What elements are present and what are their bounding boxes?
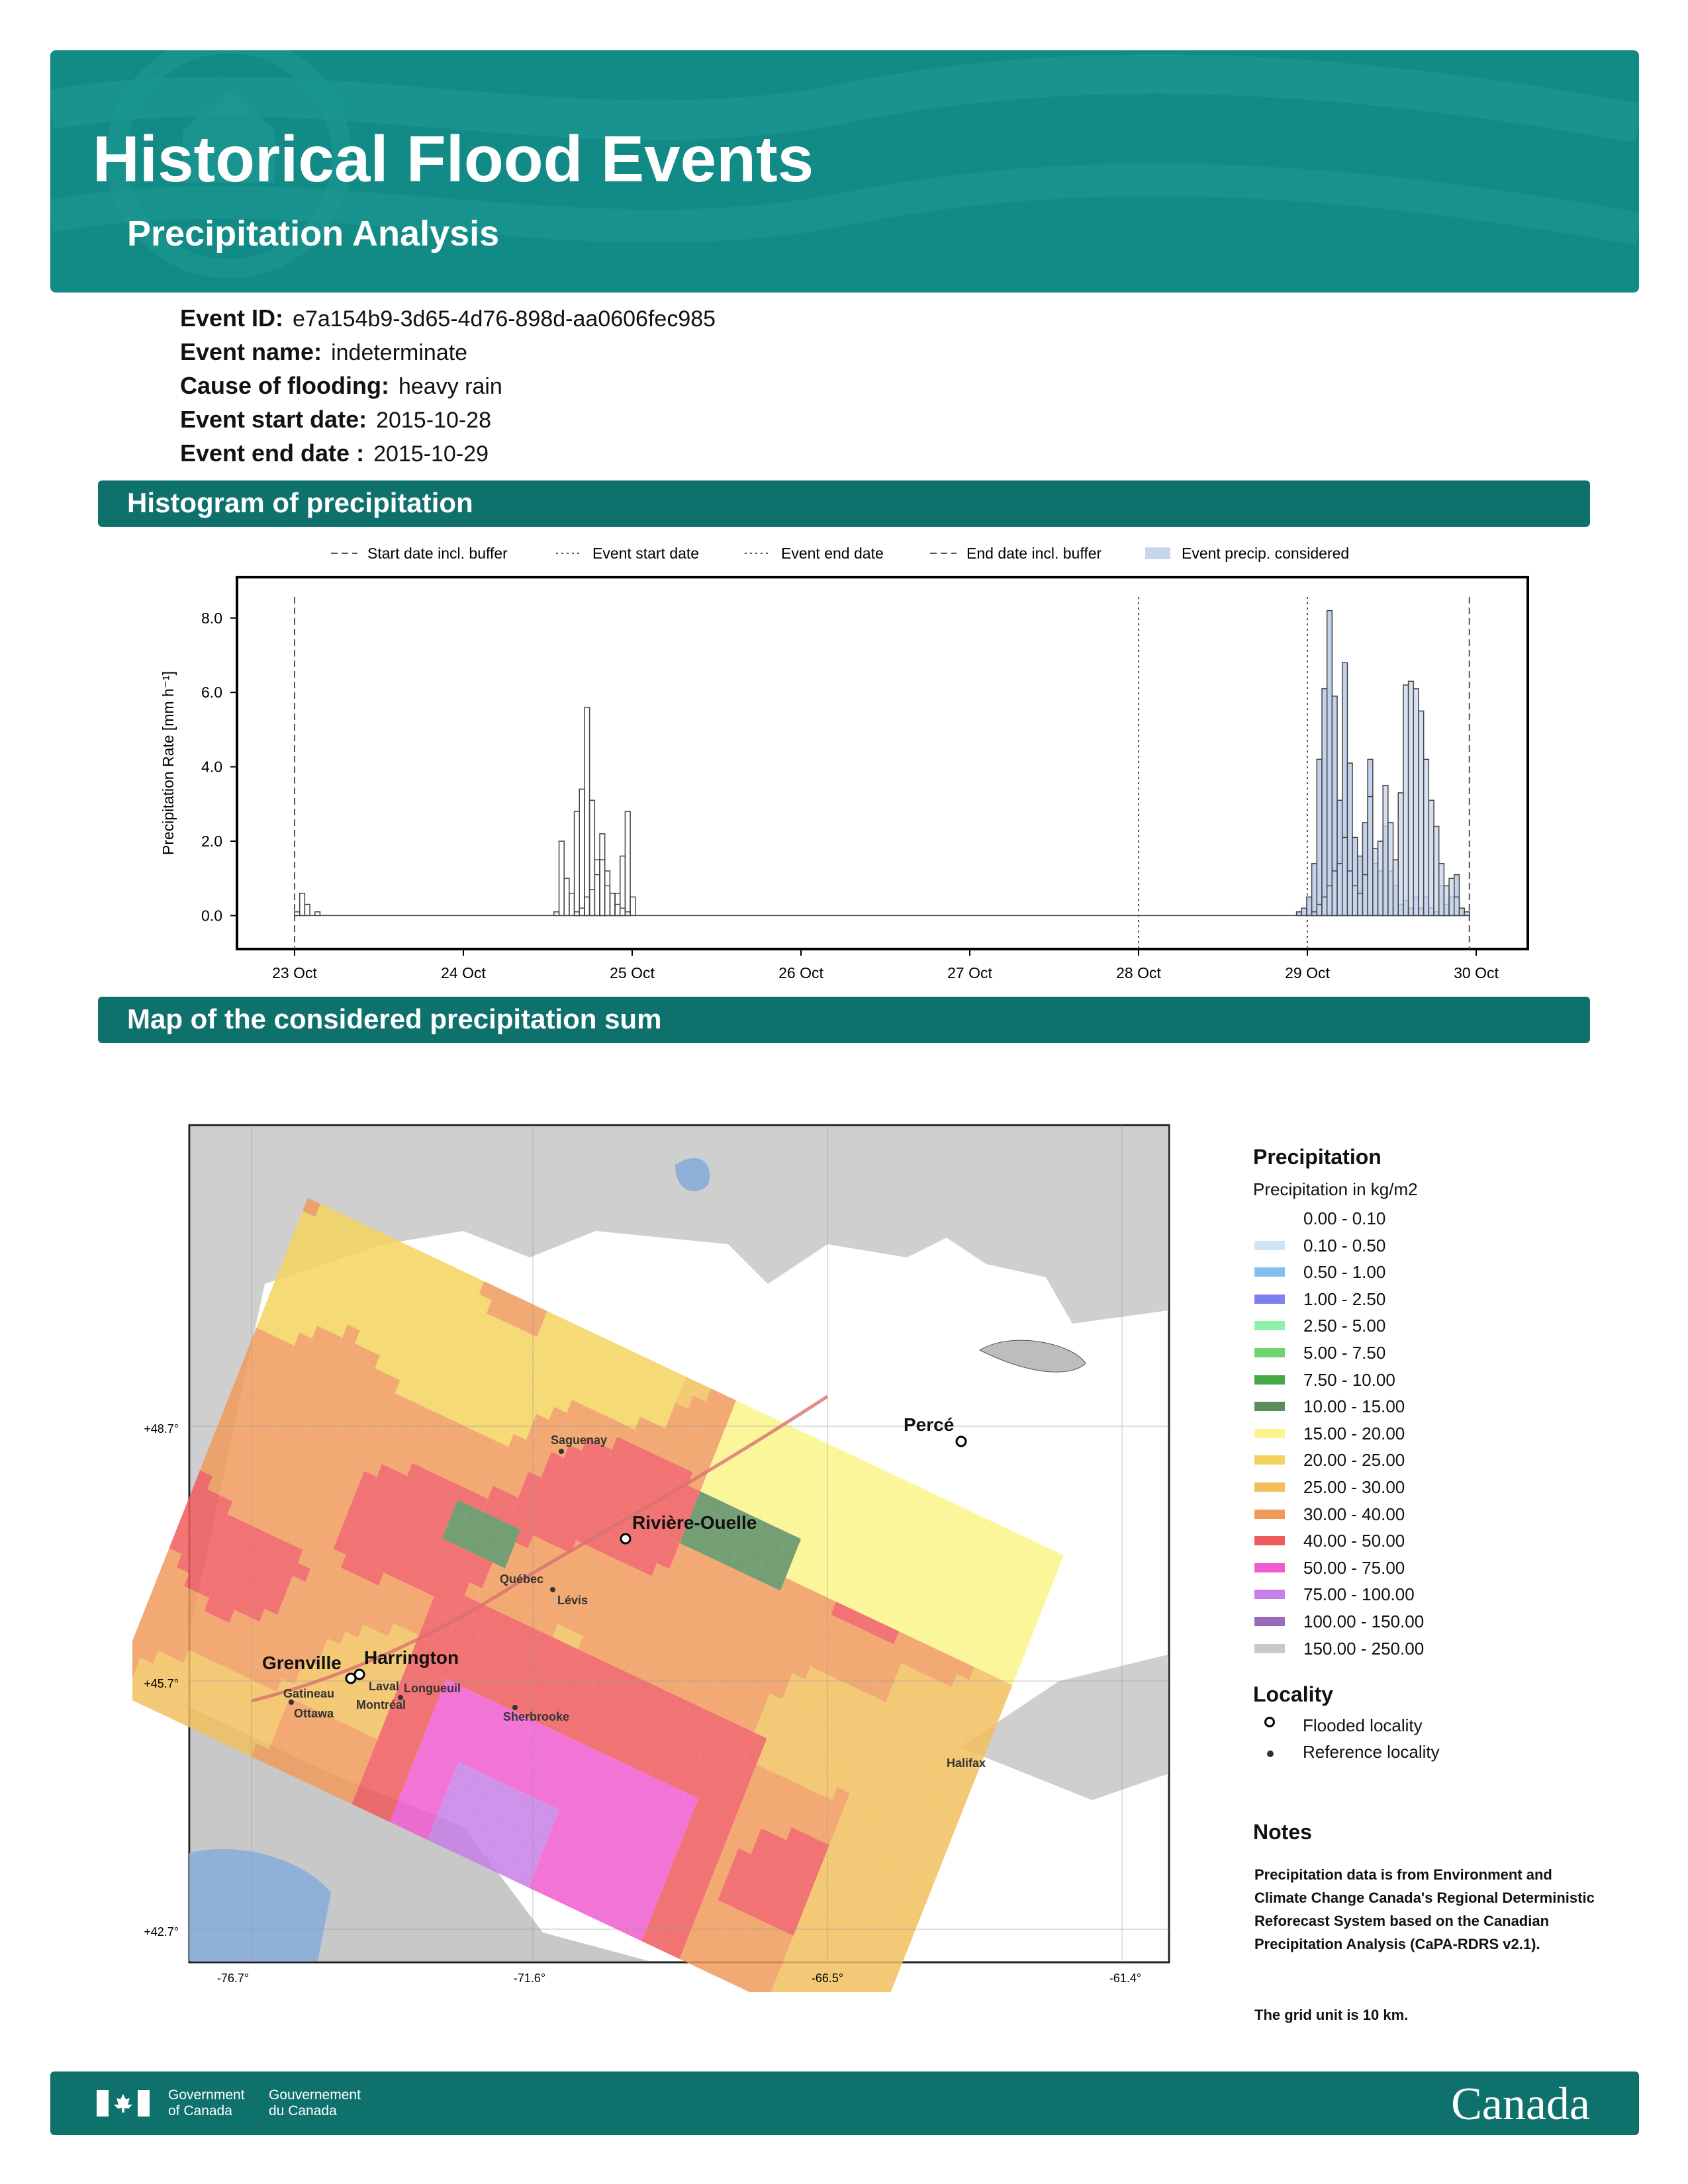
- event-cause-row: Cause of flooding: heavy rain: [180, 372, 502, 399]
- histogram-bar: [1459, 908, 1464, 915]
- histogram-bar: [1413, 689, 1419, 916]
- histogram-bar: [1322, 897, 1327, 915]
- event-cause: heavy rain: [398, 374, 502, 399]
- histogram-bar: [585, 897, 590, 915]
- histogram-bar: [610, 893, 615, 916]
- legend-fill-key: [1145, 547, 1170, 559]
- histogram-bar: [1383, 786, 1388, 916]
- notes-title: Notes: [1253, 1820, 1312, 1844]
- histogram-bar: [1398, 793, 1403, 915]
- event-id-row: Event ID: e7a154b9-3d65-4d76-898d-aa0606fec985: [180, 304, 716, 332]
- histogram-bar: [620, 908, 626, 915]
- legend-label: Event precip. considered: [1182, 545, 1350, 562]
- legend-class-row: [1254, 1477, 1479, 1498]
- legend-swatch: [1254, 1536, 1285, 1545]
- canada-flag-icon: [97, 2090, 150, 2116]
- histogram-bar: [569, 893, 575, 916]
- legend-class-label: 1.00 - 2.50: [1303, 1289, 1386, 1309]
- y-tick-label: 4.0: [201, 758, 222, 776]
- histogram-bar: [1393, 860, 1399, 915]
- legend-swatch: [1254, 1455, 1285, 1465]
- histogram-bar: [1439, 864, 1444, 916]
- legend-class-row: [1254, 1504, 1479, 1525]
- locality-montreal: Montréal: [356, 1698, 406, 1711]
- event-start-row: Event start date: 2015-10-28: [180, 406, 491, 433]
- histogram-bar: [554, 912, 559, 916]
- event-id: e7a154b9-3d65-4d76-898d-aa0606fec985: [293, 306, 716, 332]
- histogram-bar: [1409, 681, 1414, 915]
- legend-class-label: 150.00 - 250.00: [1303, 1638, 1425, 1659]
- legend-reference-label: Reference locality: [1303, 1742, 1440, 1762]
- histogram-bar: [1347, 871, 1352, 915]
- histogram-bar: [1337, 864, 1342, 916]
- legend-class-label: 50.00 - 75.00: [1303, 1557, 1405, 1578]
- histogram-bar: [1454, 897, 1460, 915]
- histogram-bar: [315, 912, 320, 916]
- legend-swatch: [1254, 1590, 1285, 1599]
- histogram-bar: [1429, 800, 1434, 915]
- x-tick-label: 25 Oct: [610, 964, 655, 981]
- histogram-bar: [1362, 875, 1368, 916]
- histogram-bar: [1307, 897, 1312, 915]
- locality-laval: Laval: [369, 1680, 400, 1693]
- legend-label: Start date incl. buffer: [367, 545, 508, 562]
- lon-label: -66.5°: [811, 1972, 844, 1985]
- reference-locality-marker: [550, 1587, 555, 1592]
- histogram-bar: [300, 893, 305, 916]
- histogram-bar: [615, 905, 620, 916]
- histogram-bar: [585, 707, 590, 916]
- legend-class-row: [1254, 1262, 1479, 1283]
- histogram-bar: [1424, 759, 1429, 915]
- histogram-bar: [620, 856, 626, 916]
- locality-ottawa: Ottawa: [294, 1707, 334, 1720]
- reference-locality-marker: [559, 1449, 564, 1454]
- legend-swatch: [1254, 1563, 1285, 1572]
- histogram-bar: [1317, 905, 1322, 916]
- lon-label: -71.6°: [513, 1972, 546, 1985]
- histogram-bar: [295, 912, 300, 916]
- histogram-bar: [605, 886, 610, 915]
- histogram-bar: [1327, 611, 1333, 916]
- lon-label: -76.7°: [216, 1972, 250, 1985]
- legend-locality-title: Locality: [1253, 1682, 1333, 1706]
- locality-levis: Lévis: [557, 1594, 588, 1607]
- histogram-bar: [1444, 886, 1449, 915]
- reference-locality-legend-icon: [1267, 1751, 1274, 1757]
- histogram-bar: [605, 871, 610, 915]
- histogram-bar: [630, 897, 635, 915]
- locality-riviere-ouelle: Rivière-Ouelle: [632, 1512, 757, 1533]
- legend-class-label: 75.00 - 100.00: [1303, 1584, 1415, 1605]
- page-title: Historical Flood Events: [93, 122, 814, 195]
- flooded-locality-marker: [355, 1670, 364, 1679]
- locality-sherbrooke: Sherbrooke: [503, 1710, 570, 1723]
- legend-class-label: 30.00 - 40.00: [1303, 1504, 1405, 1524]
- legend-precip-title: Precipitation: [1253, 1145, 1382, 1169]
- gov-en: Government of Canada: [168, 2087, 245, 2118]
- legend-class-row: [1254, 1584, 1479, 1606]
- histogram-bar: [1403, 685, 1409, 915]
- legend-class-row: [1254, 1639, 1479, 1660]
- legend-precip-subtitle: Precipitation in kg/m2: [1253, 1179, 1418, 1199]
- legend-swatch: [1254, 1267, 1285, 1277]
- histogram-bar: [1317, 759, 1322, 915]
- legend-label: End date incl. buffer: [966, 545, 1102, 562]
- histogram-bar: [1378, 841, 1383, 915]
- legend-class-row: [1254, 1289, 1479, 1310]
- lat-label: +45.7°: [144, 1677, 179, 1690]
- histogram-bar: [1373, 848, 1378, 915]
- y-tick-label: 6.0: [201, 684, 222, 702]
- flooded-locality-legend-icon: [1264, 1717, 1275, 1727]
- legend-class-row: [1254, 1370, 1479, 1391]
- flooded-locality-marker: [957, 1437, 966, 1446]
- histogram-bar: [1449, 878, 1454, 915]
- lat-label: +48.7°: [144, 1422, 179, 1435]
- y-tick-label: 0.0: [201, 907, 222, 925]
- histogram-bar: [600, 860, 605, 915]
- histogram-bar: [305, 905, 310, 916]
- y-tick-label: 2.0: [201, 833, 222, 850]
- legend-class-label: 20.00 - 25.00: [1303, 1450, 1405, 1471]
- histogram-bar: [590, 800, 595, 915]
- precipitation-map: [132, 1112, 1205, 1992]
- legend-class-label: 10.00 - 15.00: [1303, 1396, 1405, 1417]
- histogram-bar: [594, 860, 600, 915]
- legend-swatch: [1254, 1375, 1285, 1385]
- legend-class-label: 7.50 - 10.00: [1303, 1369, 1395, 1390]
- legend-swatch: [1254, 1321, 1285, 1330]
- x-tick-label: 23 Oct: [272, 964, 317, 981]
- event-name: indeterminate: [331, 340, 468, 365]
- legend-class-label: 40.00 - 50.00: [1303, 1531, 1405, 1551]
- histogram-bar: [1352, 886, 1358, 915]
- grid-note: The grid unit is 10 km.: [1254, 2007, 1409, 2023]
- legend-class-label: 15.00 - 20.00: [1303, 1423, 1405, 1443]
- histogram-bar: [559, 841, 565, 915]
- section-map-header: Map of the considered precipitation sum: [98, 997, 1590, 1043]
- histogram-bar: [1342, 837, 1348, 915]
- legend-swatch: [1254, 1295, 1285, 1304]
- legend-swatch: [1254, 1241, 1285, 1250]
- legend-class-label: 5.00 - 7.50: [1303, 1343, 1386, 1363]
- x-tick-label: 26 Oct: [778, 964, 823, 981]
- legend-class-row: [1254, 1450, 1479, 1471]
- legend-class-row: [1254, 1343, 1479, 1364]
- histogram-bar: [575, 811, 580, 915]
- legend-class-row: [1254, 1208, 1479, 1230]
- legend-swatch: [1254, 1617, 1285, 1626]
- histogram-bar: [594, 875, 600, 916]
- notes-text: Precipitation data is from Environment and Climate Change Canada's Regional Deterministic Reforecast System based on the Canadian Precipitation Analysis (CaPA-RDRS v2.1).: [1254, 1866, 1595, 1952]
- locality-gatineau: Gatineau: [283, 1687, 335, 1700]
- legend-class-row: [1254, 1531, 1479, 1552]
- histogram-bar: [600, 834, 605, 916]
- legend-class-row: [1254, 1396, 1479, 1418]
- legend-class-label: 100.00 - 150.00: [1303, 1612, 1425, 1631]
- flooded-locality-marker: [621, 1534, 630, 1543]
- reference-locality-marker: [289, 1700, 294, 1705]
- event-name-row: Event name: indeterminate: [180, 338, 468, 365]
- legend-class-label: 0.10 - 0.50: [1303, 1235, 1386, 1255]
- histogram-bar: [625, 912, 630, 916]
- legend-swatch: [1254, 1402, 1285, 1411]
- lat-label: +42.7°: [144, 1925, 179, 1938]
- legend-class-row: [1254, 1612, 1479, 1633]
- section-histogram-header: Histogram of precipitation: [98, 480, 1590, 527]
- legend-swatch: [1254, 1482, 1285, 1492]
- event-end-row: Event end date : 2015-10-29: [180, 439, 489, 467]
- legend-class-row: [1254, 1316, 1479, 1337]
- legend-swatch: [1254, 1644, 1285, 1653]
- legend-flooded-label: Flooded locality: [1303, 1715, 1423, 1735]
- legend-class-row: [1254, 1424, 1479, 1445]
- legend-class-label: 2.50 - 5.00: [1303, 1316, 1386, 1336]
- page-subtitle: Precipitation Analysis: [127, 214, 500, 253]
- histogram-bar: [1434, 827, 1439, 916]
- x-tick-label: 27 Oct: [947, 964, 992, 981]
- x-tick-label: 28 Oct: [1116, 964, 1161, 981]
- legend-class-label: 0.00 - 0.10: [1303, 1208, 1386, 1228]
- y-tick-label: 8.0: [201, 609, 222, 627]
- footer-bar: [50, 2071, 1639, 2135]
- histogram-bar: [1312, 912, 1317, 916]
- histogram-bar: [1322, 689, 1327, 916]
- locality-quebec: Québec: [500, 1572, 544, 1586]
- histogram-bar: [579, 789, 585, 915]
- histogram-bar: [1368, 797, 1373, 916]
- histogram-bar: [1297, 912, 1302, 916]
- histogram-bar: [590, 889, 595, 915]
- x-tick-label: 24 Oct: [441, 964, 486, 981]
- gov-fr: Gouvernement du Canada: [269, 2087, 361, 2118]
- lon-label: -61.4°: [1109, 1972, 1142, 1985]
- x-tick-label: 30 Oct: [1454, 964, 1499, 981]
- histogram-bar: [579, 908, 585, 915]
- header-banner: [50, 50, 1639, 293]
- histogram-bar: [1327, 886, 1333, 915]
- x-tick-label: 29 Oct: [1285, 964, 1330, 981]
- histogram-bar: [1419, 711, 1424, 915]
- histogram-bar: [610, 893, 615, 916]
- canada-wordmark: Canada: [1451, 2079, 1590, 2130]
- locality-saguenay: Saguenay: [551, 1433, 608, 1447]
- locality-halifax: Halifax: [947, 1756, 986, 1770]
- legend-class-label: 0.50 - 1.00: [1303, 1262, 1386, 1283]
- locality-grenville: Grenville: [262, 1653, 342, 1673]
- histogram-bar: [575, 912, 580, 916]
- locality-harrington: Harrington: [364, 1647, 459, 1668]
- y-axis-label: Precipitation Rate [mm h⁻¹]: [160, 670, 177, 856]
- legend-label: Event start date: [592, 545, 700, 562]
- event-start: 2015-10-28: [376, 408, 491, 433]
- legend-swatch: [1254, 1429, 1285, 1438]
- legend-swatch: [1254, 1510, 1285, 1519]
- histogram-bar: [1358, 893, 1363, 916]
- histogram-bar: [1312, 864, 1317, 916]
- histogram-bar: [564, 878, 569, 915]
- legend-swatch: [1254, 1214, 1285, 1223]
- histogram-bar: [1388, 823, 1393, 916]
- histogram-bar: [1464, 912, 1470, 916]
- histogram-bar: [625, 811, 630, 915]
- event-end: 2015-10-29: [373, 441, 489, 467]
- legend-label: Event end date: [781, 545, 884, 562]
- legend-class-row: [1254, 1236, 1479, 1257]
- locality-longueuil: Longueuil: [404, 1682, 461, 1695]
- reference-locality-marker: [512, 1705, 518, 1710]
- precipitation-histogram: [132, 529, 1556, 993]
- locality-perce: Percé: [904, 1414, 955, 1435]
- legend-class-label: 25.00 - 30.00: [1303, 1477, 1405, 1497]
- legend-swatch: [1254, 1348, 1285, 1357]
- histogram-bar: [1332, 871, 1337, 915]
- legend-class-row: [1254, 1558, 1479, 1579]
- histogram-bar: [1301, 908, 1307, 915]
